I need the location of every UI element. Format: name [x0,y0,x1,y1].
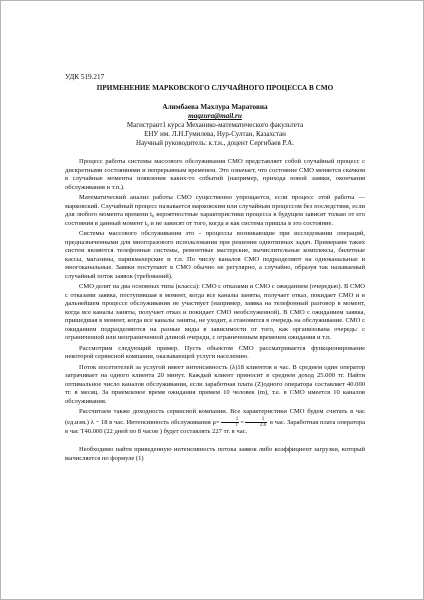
paragraph-7-text: Рассчитаем также доходность сервисной компании. Все характеристики СМО будем считать в час (ед.изм.) λ − 18 в час. Интенсивность обслуживания μ [65,408,365,426]
udk-code: УДК 519.217 [65,73,105,81]
affiliation-line-3: Научный руководитель: к.т.н., доцент Сергибаев Р.А. [136,139,294,147]
paper-title: ПРИМЕНЕНИЕ МАРКОВСКОГО СЛУЧАЙНОГО ПРОЦЕССА В СМО [96,84,334,92]
fraction-numerator: 1 [245,417,267,423]
paper-content [65,73,365,465]
paragraph-3: Системы массового обслуживания это - процессы возникающие при исследовании операций, предназначенными для многоразового использования при решении однотипных задач. Примерами таких систем являются телефонные системы, ремонтные мастерские, вычислительные комплексы, билетные кассы, магазины, парикмахерские и т.п. По числу каналов СМО подразделяют на одноканальные и многоканальные. Заявки поступают в СМО обычно не регулярно, а случайно, образуя так называемый случайный поток заявок (требований). [65,230,365,280]
author-name: Алимбаева Махлура Маратовна [162,103,268,111]
paragraph-6: Поток посетителей за услугой имеет интенсивность (λ)18 клиентов в час. В среднем один оператор затрачивает на одного клиента 20 минут. Каждый клиент приносит в среднем доход 25.000 тг. Найти оптимальное число каналов обслуживания, если заработная плата (Z)одного оператора составляет 40.000 тг. в месяц. За приемлемое время ожидания примем 10 человек (m), т.е. в СМО имеется 10 каналов обслуживания. [65,363,365,405]
author-email[interactable]: magzura@mail.ru [188,112,242,120]
paper-body [65,158,365,463]
paragraph-7-tail: в час. Заработная плата оператора в час Т40.000 (22 дней по 8 часов ) будет составлять 227 тг. в час. [65,418,365,435]
affiliation-line-1: Магистрант1 курса Механико-математического факультета [126,121,304,129]
fraction-denominator: t [236,422,238,428]
paragraph-8: Необходимо найти приведенную интенсивность потока заявок либо коэффициент загрузки, который вычисляется по формуле (1) [65,446,365,462]
affiliation-line-2: ЕНУ им. Л.Н.Гумилева, Нур-Султан, Казахстан [144,130,286,138]
fraction-1-over-t [221,417,240,428]
fraction-denominator: 2.6 [259,422,267,428]
paragraph-1: Процесс работы системы массового обслуживания СМО представляет собой случайный процесс с дискретными состояниями и непрерывным временем. Это означает, что состояние СМО меняется скачком в случайные моменты появления каких-то событий (например, прихода новой заявки, окончания обслуживания и т.п.). [65,158,365,191]
paragraph-4: СМО делят на два основных типа (класса): СМО с отказами и СМО с ожиданием (очередью). В СМО с отказами заявка, поступившая в момент, когда все каналы заняты, получает отказ, покидает СМО и в дальнейшем процессе обслуживания не участвует (например, заявка на телефонный разговор в момент, когда все каналы заняты, получает отказ и покидает СМО необслуженной). В СМО с ожиданием заявка, пришедшая в момент, когда все каналы заняты, не уходит, а становится в очередь на обслуживание. СМО с ожиданием подразделяются на разные виды в зависимости от того, как организована очередь: с ограниченной или неограниченной длиной очереди, с ограниченным временем ожидания и т.п. [65,283,365,341]
fraction-numerator: 1 [221,417,240,423]
paragraph-7 [65,408,365,436]
formula-eq-1: = [216,418,220,426]
formula-eq-2: = [240,418,244,426]
paragraph-5: Рассмотрим следующий пример. Пусть объектом СМО рассматривается функционирование некоторой сервисной компании, оказывающей услуги населению. [65,344,365,360]
fraction-1-over-2-6 [245,417,267,428]
paragraph-2: Математический анализ работы СМО существенно упрощается, если процесс этой работы — марковский. Случайный процесс называется марковским или случайным процессом без последствия, если для любого момента времени t₀ вероятностные характеристики процесса в будущем зависят только от его состояния в данный момент t₀ и не зависят от того, когда и как система пришла в это состояние. [65,194,365,227]
